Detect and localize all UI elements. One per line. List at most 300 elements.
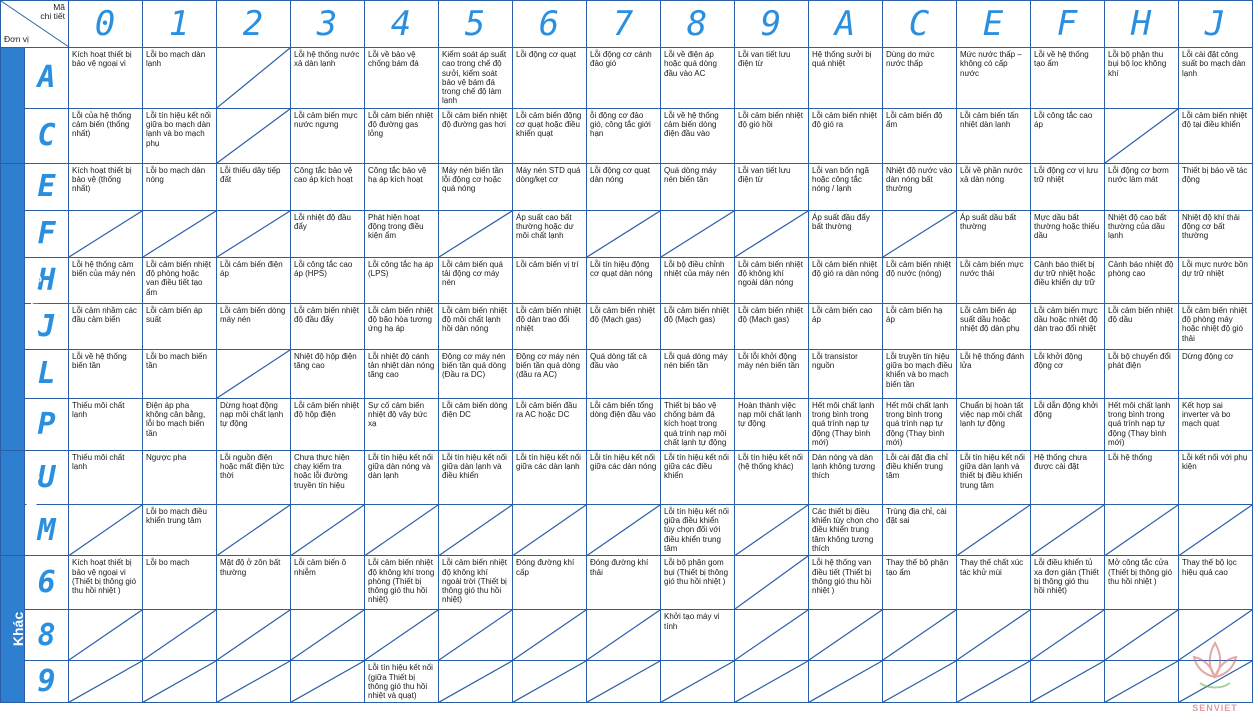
empty-cell (217, 210, 291, 257)
error-description: Động cơ máy nén biến tần quá dòng (Đầu ra DC) (439, 349, 513, 398)
table-row (1, 556, 1253, 610)
error-description: Lỗi mực nước bồn dự trữ nhiệt (1179, 257, 1253, 303)
error-description: Lỗi nhiệt độ cánh tản nhiệt dàn nóng tăng cao (365, 349, 439, 398)
empty-cell-diagonal (365, 505, 438, 555)
error-description: Lỗi cảm biến mực nước ngưng (291, 108, 365, 163)
error-description: Lỗi tín hiệu kết nối giữa điều khiển tùy chọn đối với điều khiển trung tâm (661, 504, 735, 555)
error-description: Lỗi dẫn động khởi động (1031, 398, 1105, 450)
error-description: Lỗi về điện áp hoặc quá dòng đầu vào AC (661, 48, 735, 109)
error-description: Lỗi cảm biến điện áp (217, 257, 291, 303)
error-description: Lỗi tín hiệu kết nối giữa các dàn lạnh (513, 450, 587, 504)
empty-cell-diagonal (587, 610, 660, 660)
error-description: Lỗi cảm biến hạ áp (883, 303, 957, 349)
empty-cell-diagonal (143, 661, 216, 702)
error-description: Nhiệt độ nước vào dàn nóng bất thường (883, 163, 957, 210)
error-description: Thiếu môi chất lạnh (69, 398, 143, 450)
empty-cell (217, 349, 291, 398)
error-description: Lỗi cảm biến mực dầu hoặc nhiệt độ dàn trao đổi nhiệt (1031, 303, 1105, 349)
error-description: Ngược pha (143, 450, 217, 504)
error-description: Sự cố cảm biến nhiệt độ vây bức xạ (365, 398, 439, 450)
error-description: Lỗi cảm biến nhiệt độ bão hòa tương ứng hạ áp (365, 303, 439, 349)
empty-cell-diagonal (1031, 505, 1104, 555)
empty-cell (513, 610, 587, 661)
empty-cell-diagonal (1031, 661, 1104, 702)
empty-cell-diagonal (291, 661, 364, 702)
group-label (1, 556, 25, 703)
error-description: Mức nước thấp – không có cấp nước (957, 48, 1031, 109)
row-code: U (25, 450, 69, 504)
error-description: Lỗi cài đặt địa chỉ điều khiển trung tâm (883, 450, 957, 504)
error-description: Lỗi cảm biến nhiệt độ (Mạch gas) (587, 303, 661, 349)
error-description: Mực dầu bất thường hoặc thiếu dầu (1031, 210, 1105, 257)
empty-cell-diagonal (217, 211, 290, 257)
table-row (1, 610, 1253, 661)
empty-cell-diagonal (957, 505, 1030, 555)
error-description: Lỗi tín hiệu kết nối giữa dàn lạnh và thiết bị điều khiển trung tâm (957, 450, 1031, 504)
empty-cell-diagonal (143, 211, 216, 257)
empty-cell (217, 610, 291, 661)
empty-cell-diagonal (1105, 610, 1178, 660)
column-code-f: F (1031, 1, 1105, 48)
error-description: Lỗi cảm biến nhiệt độ đường gas hơi (439, 108, 513, 163)
row-code: F (25, 210, 69, 257)
error-description: Lỗi cảm biến nhiệt độ phòng máy hoặc nhiệt độ gió thải (1179, 303, 1253, 349)
empty-cell (439, 210, 513, 257)
error-description: Lỗi truyền tín hiệu giữa bo mạch điều khiển và bo mạch biến tần (883, 349, 957, 398)
error-description: Lỗi cảm biến nhiệt độ dầu (1105, 303, 1179, 349)
row-code: P (25, 398, 69, 450)
error-description: Lỗi bộ chuyển đổi phát điện (1105, 349, 1179, 398)
error-description: Lỗi về hệ thống cảm biến dòng điện đầu vào (661, 108, 735, 163)
corner-cell (1, 1, 69, 48)
error-description: Lỗi cảm biến đầu ra AC hoặc DC (513, 398, 587, 450)
table-row (1, 504, 1253, 555)
corner-top-label: Mã chi tiết (40, 2, 65, 21)
error-description: Lỗi cảm biến vị trí (513, 257, 587, 303)
header-row (1, 1, 1253, 48)
table-row (1, 257, 1253, 303)
empty-cell (735, 661, 809, 703)
error-description: Lỗi bo mạch điều khiển trung tâm (143, 504, 217, 555)
error-description: Lỗi cảm biến độ ẩm (883, 108, 957, 163)
table-row (1, 398, 1253, 450)
error-description: Lỗi hệ thống đánh lửa (957, 349, 1031, 398)
empty-cell (735, 504, 809, 555)
error-description: Lỗi tín hiệu kết nối giữa các điều khiển (661, 450, 735, 504)
column-code-6: 6 (513, 1, 587, 48)
error-description: Lỗi cảm biến nhiệt độ (Mạch gas) (735, 303, 809, 349)
row-code: 9 (25, 661, 69, 703)
empty-cell-diagonal (587, 211, 660, 257)
empty-cell-diagonal (735, 610, 808, 660)
empty-cell (883, 610, 957, 661)
error-description: Lỗi động cơ quạt (513, 48, 587, 109)
empty-cell-diagonal (957, 610, 1030, 660)
empty-cell (1179, 504, 1253, 555)
error-description: Cảnh báo thiết bị dự trữ nhiệt hoặc điều khiển dự trữ (1031, 257, 1105, 303)
empty-cell (143, 661, 217, 703)
empty-cell (69, 504, 143, 555)
error-description: Dàn nóng và dàn lạnh không tương thích (809, 450, 883, 504)
error-description: Nhiệt độ khí thải động cơ bất thường (1179, 210, 1253, 257)
table-row (1, 210, 1253, 257)
table-row (1, 450, 1253, 504)
error-description: Lỗi tín hiệu kết nối giữa bo mạch dàn lạnh và bo mạch phụ (143, 108, 217, 163)
row-code: J (25, 303, 69, 349)
error-description: Lỗi bo mạch dàn lạnh (143, 48, 217, 109)
error-description: Quá dòng máy nén biến tần (661, 163, 735, 210)
empty-cell (291, 504, 365, 555)
error-description: Hết môi chất lạnh trong bình trong quá trình nạp tự động (Thay bình mới) (1105, 398, 1179, 450)
empty-cell-diagonal (217, 610, 290, 660)
error-description: Quá dòng tất cả đầu vào (587, 349, 661, 398)
empty-cell (365, 610, 439, 661)
table-row (1, 349, 1253, 398)
error-description: Lỗi cảm biến nhiệt độ đầu đẩy (291, 303, 365, 349)
group-label (1, 163, 42, 450)
error-description: Lỗi của hệ thống cảm biến (thống nhất) (69, 108, 143, 163)
empty-cell (513, 661, 587, 703)
group-label-text: Hệ thống (23, 472, 40, 534)
error-description: Lỗi bo mạch biến tần (143, 349, 217, 398)
error-description: Lỗi bộ phận thu bụi bộ lọc không khí (1105, 48, 1179, 109)
error-description: Máy nén STD quá dòng/kẹt cơ (513, 163, 587, 210)
empty-cell (1031, 504, 1105, 555)
empty-cell-diagonal (69, 610, 142, 660)
error-description: Lỗi tín hiệu kết nối giữa dàn lạnh và điều khiển (439, 450, 513, 504)
error-description: Lỗi cảm biến áp suất dầu hoặc nhiệt độ dàn phụ (957, 303, 1031, 349)
empty-cell (661, 210, 735, 257)
empty-cell (735, 556, 809, 610)
error-description: Kết hợp sai inverter và bo mạch quạt (1179, 398, 1253, 450)
empty-cell (587, 610, 661, 661)
error-description: Lỗi cảm biến áp suất (143, 303, 217, 349)
empty-cell-diagonal (735, 505, 808, 555)
empty-cell-diagonal (513, 505, 586, 555)
empty-cell (735, 610, 809, 661)
error-description: Cảnh báo nhiệt độ phòng cao (1105, 257, 1179, 303)
lotus-icon (1182, 633, 1248, 699)
error-description: Chưa thực hiện chạy kiểm tra hoặc lỗi đường truyền tín hiệu (291, 450, 365, 504)
empty-cell-diagonal (883, 211, 956, 257)
empty-cell (291, 610, 365, 661)
error-description: Thiếu môi chất lạnh (69, 450, 143, 504)
error-description: Lỗi tín hiệu kết nối giữa dàn nóng và dàn lạnh (365, 450, 439, 504)
empty-cell-diagonal (587, 661, 660, 702)
error-description: Kích hoạt thiết bị bảo vệ ngoại vi (69, 48, 143, 109)
empty-cell (735, 210, 809, 257)
group-label (1, 48, 39, 164)
empty-cell-diagonal (439, 505, 512, 555)
error-description: Điện áp pha không cân bằng, lỗi bo mạch biến tần (143, 398, 217, 450)
empty-cell-diagonal (957, 661, 1030, 702)
empty-cell (883, 210, 957, 257)
error-description: Lỗi cảm biến nhiệt độ phòng hoặc van điều tiết tạo ẩm (143, 257, 217, 303)
error-description: Các thiết bị điều khiển tùy chọn cho điều khiển trung tâm không tương thích (809, 504, 883, 555)
error-description: Lỗi cảm biến nhiệt độ (Mạch gas) (661, 303, 735, 349)
row-code: C (25, 108, 69, 163)
empty-cell-diagonal (217, 661, 290, 702)
empty-cell (217, 661, 291, 703)
empty-cell-diagonal (291, 610, 364, 660)
empty-cell (365, 504, 439, 555)
empty-cell-diagonal (661, 661, 734, 702)
brand-logo (1182, 633, 1248, 713)
error-description: Đóng đường khí cấp (513, 556, 587, 610)
error-description: Hết môi chất lạnh trong bình trong quá trình nạp tự động (Thay bình mới) (809, 398, 883, 450)
empty-cell-diagonal (69, 505, 142, 555)
row-code: H (25, 257, 69, 303)
error-description: Nhiệt độ cao bất thường của dầu lạnh (1105, 210, 1179, 257)
empty-cell-diagonal (217, 505, 290, 555)
row-code: 8 (25, 610, 69, 661)
empty-cell (439, 610, 513, 661)
empty-cell (217, 504, 291, 555)
column-code-h: H (1105, 1, 1179, 48)
error-description: Lỗi bo mạch (143, 556, 217, 610)
row-code: L (25, 349, 69, 398)
error-description: Lỗi động cơ bơm nước làm mát (1105, 163, 1179, 210)
error-description: Lỗi thiếu dây tiếp đất (217, 163, 291, 210)
empty-cell (1105, 108, 1179, 163)
corner-bottom-label: Đơn vị (4, 34, 29, 44)
error-description: Hệ thống sưởi bị quá nhiệt (809, 48, 883, 109)
empty-cell-diagonal (1105, 661, 1178, 702)
error-description: Lỗi cảm biến dòng điện DC (439, 398, 513, 450)
error-description: Lỗi cảm biến quá tải động cơ máy nén (439, 257, 513, 303)
error-description: Lỗi về phần nước xả dàn nóng (957, 163, 1031, 210)
empty-cell-diagonal (735, 556, 808, 609)
empty-cell-diagonal (143, 610, 216, 660)
error-description: Lỗi cảm biến nhiệt độ dàn trao đổi nhiệt (513, 303, 587, 349)
group-label-text: Dàn lạnh (22, 75, 39, 135)
error-description: Khởi tạo máy vi tính (661, 610, 735, 661)
error-description: Thay thế bộ lọc hiệu quả cao (1179, 556, 1253, 610)
row-code: A (25, 48, 69, 109)
error-description: Lỗi nguồn điện hoặc mất điện tức thời (217, 450, 291, 504)
row-code: E (25, 163, 69, 210)
error-description: Lỗi cài đặt công suất bo mạch dàn lạnh (1179, 48, 1253, 109)
error-description: Chuẩn bị hoàn tất việc nạp môi chất lạnh tự động (957, 398, 1031, 450)
error-description: Động cơ máy nén biến tần quá dòng (đầu ra AC) (513, 349, 587, 398)
error-description: Hết môi chất lạnh trong bình trong quá trình nạp tự động (Thay bình mới) (883, 398, 957, 450)
error-description: Lỗi cảm biến nhiệt độ hộp điện (291, 398, 365, 450)
error-description: Lỗi van tiết lưu điện từ (735, 48, 809, 109)
column-code-a: A (809, 1, 883, 48)
empty-cell (513, 504, 587, 555)
error-description: Công tắc bảo vệ cao áp kích hoạt (291, 163, 365, 210)
error-description: Thay thế chất xúc tác khử mùi (957, 556, 1031, 610)
error-description: Lỗi cảm biến nhiệt độ không khí ngoài dàn nóng (735, 257, 809, 303)
error-description: Áp suất cao bất thường hoặc dư môi chất lạnh (513, 210, 587, 257)
error-description: Lỗi cảm biến nhiệt độ không khí ngoài trời (Thiết bị thông gió thu hồi nhiệt) (439, 556, 513, 610)
error-description: Lỗi bo mạch dàn nóng (143, 163, 217, 210)
table-row (1, 108, 1253, 163)
error-description: Thiết bị báo về tác động (1179, 163, 1253, 210)
empty-cell-diagonal (883, 661, 956, 702)
error-description: Lỗi cảm biến tổng dòng điện đầu vào (587, 398, 661, 450)
empty-cell (291, 661, 365, 703)
table-row (1, 163, 1253, 210)
error-description: Công tắc bảo vệ hạ áp kích hoạt (365, 163, 439, 210)
error-description: Lỗi hệ thống van điều tiết (Thiết bị thông gió thu hồi nhiệt ) (809, 556, 883, 610)
error-description: Lỗi cảm biến cao áp (809, 303, 883, 349)
error-description: Lỗi về hệ thống tạo ẩm (1031, 48, 1105, 109)
error-description: Nhiệt độ hộp điện tăng cao (291, 349, 365, 398)
empty-cell (1105, 661, 1179, 703)
error-description: Phát hiện hoạt động trong điều kiện ẩm (365, 210, 439, 257)
error-description: Lỗi quá dòng máy nén biến tần (661, 349, 735, 398)
empty-cell-diagonal (809, 661, 882, 702)
empty-cell (957, 610, 1031, 661)
error-description: Lỗi cảm biến nhiệt độ nước (nóng) (883, 257, 957, 303)
error-description: Lỗi động cơ quạt dàn nóng (587, 163, 661, 210)
table-row (1, 48, 1253, 109)
error-description: Kích hoạt thiết bị bảo vệ (thống nhất) (69, 163, 143, 210)
column-code-0: 0 (69, 1, 143, 48)
error-description: Lỗi lỗi khởi động máy nén biến tần (735, 349, 809, 398)
empty-cell (1031, 661, 1105, 703)
empty-cell (69, 661, 143, 703)
error-description: Lỗi cảm biến nhiệt độ tại điều khiển (1179, 108, 1253, 163)
empty-cell (1031, 610, 1105, 661)
error-description: Áp suất đầu đẩy bất thường (809, 210, 883, 257)
error-description: Lỗi tín hiệu kết nối (giữa Thiết bị thông gió thu hồi nhiệt và quạt) (365, 661, 439, 703)
empty-cell-diagonal (809, 610, 882, 660)
empty-cell-diagonal (439, 661, 512, 702)
empty-cell-diagonal (735, 661, 808, 702)
error-description: Lỗi cảm biến nhiệt độ gió ra (809, 108, 883, 163)
error-description: Máy nén biến tần lỗi động cơ hoặc quá nóng (439, 163, 513, 210)
column-code-2: 2 (217, 1, 291, 48)
error-description: Lỗi hệ thống cảm biến của máy nén (69, 257, 143, 303)
empty-cell (439, 504, 513, 555)
error-description: Lỗi cảm biến nhiệt độ gió ra dàn nóng (809, 257, 883, 303)
error-description: Lỗi cảm biến mực nước thải (957, 257, 1031, 303)
empty-cell (809, 610, 883, 661)
error-description: Thiết bị bảo vệ chống bám đá kích hoạt trong quá trình nạp môi chất lạnh tự động (661, 398, 735, 450)
empty-cell-diagonal (439, 211, 512, 257)
empty-cell-diagonal (661, 211, 734, 257)
table-body (1, 48, 1253, 703)
empty-cell (143, 210, 217, 257)
empty-cell-diagonal (1031, 610, 1104, 660)
error-description: Đóng đường khí thải (587, 556, 661, 610)
empty-cell (1105, 504, 1179, 555)
empty-cell (883, 661, 957, 703)
error-description: Mật độ ở zôn bất thường (217, 556, 291, 610)
empty-cell (809, 661, 883, 703)
empty-cell (587, 661, 661, 703)
error-description: Mở công tắc cửa (Thiết bị thông gió thu hồi nhiệt ) (1105, 556, 1179, 610)
error-description: ỗi động cơ đảo gió, công tắc giới hạn (587, 108, 661, 163)
error-description: Lỗi bộ phận gom bụi (Thiết bị thông gió thu hồi nhiệt ) (661, 556, 735, 610)
empty-cell (957, 661, 1031, 703)
error-description: Trùng địa chỉ, cài đặt sai (883, 504, 957, 555)
error-description: Hệ thống chưa được cài đặt (1031, 450, 1105, 504)
error-description: Lỗi động cơ vị lưu trữ nhiệt (1031, 163, 1105, 210)
column-code-3: 3 (291, 1, 365, 48)
error-description: Lỗi kết nối với phụ kiện (1179, 450, 1253, 504)
empty-cell (439, 661, 513, 703)
empty-cell-diagonal (735, 211, 808, 257)
error-description: Dừng động cơ (1179, 349, 1253, 398)
error-description: Lỗi khởi động động cơ (1031, 349, 1105, 398)
empty-cell-diagonal (69, 661, 142, 702)
empty-cell-diagonal (1105, 109, 1178, 163)
error-description: Lỗi cảm nhầm các đầu cảm biến (69, 303, 143, 349)
column-code-4: 4 (365, 1, 439, 48)
brand-name: SENVIET (1192, 703, 1238, 713)
error-description: Lỗi công tắc hạ áp (LPS) (365, 257, 439, 303)
empty-cell (69, 210, 143, 257)
error-description: Kiểm soát áp suất cao trong chế độ sưởi, kiểm soát bảo vệ bám đá trong chế độ làm lạnh (439, 48, 513, 109)
column-code-j: J (1179, 1, 1253, 48)
column-code-7: 7 (587, 1, 661, 48)
error-description: Lỗi công tắc cao áp (HPS) (291, 257, 365, 303)
group-label (1, 450, 40, 555)
error-description: Lỗi tín hiệu kết nối giữa các dàn nóng (587, 450, 661, 504)
empty-cell-diagonal (1105, 505, 1178, 555)
group-label-text: Dàn nóng (25, 274, 42, 340)
empty-cell (217, 48, 291, 109)
empty-cell-diagonal (513, 661, 586, 702)
empty-cell (217, 108, 291, 163)
empty-cell-diagonal (883, 610, 956, 660)
error-description: Lỗi cảm biến dòng máy nén (217, 303, 291, 349)
error-description: Lỗi nhiệt độ đầu đẩy (291, 210, 365, 257)
column-code-e: E (957, 1, 1031, 48)
error-description: Kích hoạt thiết bị bảo vệ ngoại vi (Thiết bị thông gió thu hồi nhiệt ) (69, 556, 143, 610)
empty-cell-diagonal (513, 610, 586, 660)
error-description: Lỗi cảm biến tấn nhiệt dàn lạnh (957, 108, 1031, 163)
error-description: Lỗi cảm biến nhiệt độ đường gas lỏng (365, 108, 439, 163)
table-row (1, 661, 1253, 703)
error-description: Thay thế bộ phận tạo ẩm (883, 556, 957, 610)
error-description: Lỗi van bốn ngã hoặc công tắc nóng / lạnh (809, 163, 883, 210)
empty-cell (143, 610, 217, 661)
error-description: Lỗi transistor nguồn (809, 349, 883, 398)
error-description: Dùng do mức nước thấp (883, 48, 957, 109)
error-description: Lỗi tín hiệu động cơ quạt dàn nóng (587, 257, 661, 303)
empty-cell (69, 610, 143, 661)
empty-cell-diagonal (439, 610, 512, 660)
error-description: Lỗi van tiết lưu điện từ (735, 163, 809, 210)
error-description: Lỗi về hệ thống biến tần (69, 349, 143, 398)
error-description: Lỗi hệ thống (1105, 450, 1179, 504)
empty-cell-diagonal (291, 505, 364, 555)
error-description: Hoàn thành việc nạp môi chất lạnh tự động (735, 398, 809, 450)
error-description: Lỗi cảm biến nhiệt độ gió hồi (735, 108, 809, 163)
empty-cell-diagonal (217, 48, 290, 108)
row-code: M (25, 504, 69, 555)
empty-cell (1105, 610, 1179, 661)
empty-cell-diagonal (69, 211, 142, 257)
column-code-c: C (883, 1, 957, 48)
empty-cell-diagonal (1179, 505, 1252, 555)
empty-cell-diagonal (365, 610, 438, 660)
error-description: Dừng hoạt động nạp môi chất lạnh tự động (217, 398, 291, 450)
empty-cell (661, 661, 735, 703)
empty-cell-diagonal (217, 109, 290, 163)
error-description: Lỗi hệ thống nước xả dàn lạnh (291, 48, 365, 109)
error-description: Lỗi tín hiệu kết nối (hệ thống khác) (735, 450, 809, 504)
column-code-9: 9 (735, 1, 809, 48)
column-code-5: 5 (439, 1, 513, 48)
error-description: Lỗi công tắc cao áp (1031, 108, 1105, 163)
empty-cell (587, 504, 661, 555)
error-description: Lỗi động cơ cánh đảo gió (587, 48, 661, 109)
